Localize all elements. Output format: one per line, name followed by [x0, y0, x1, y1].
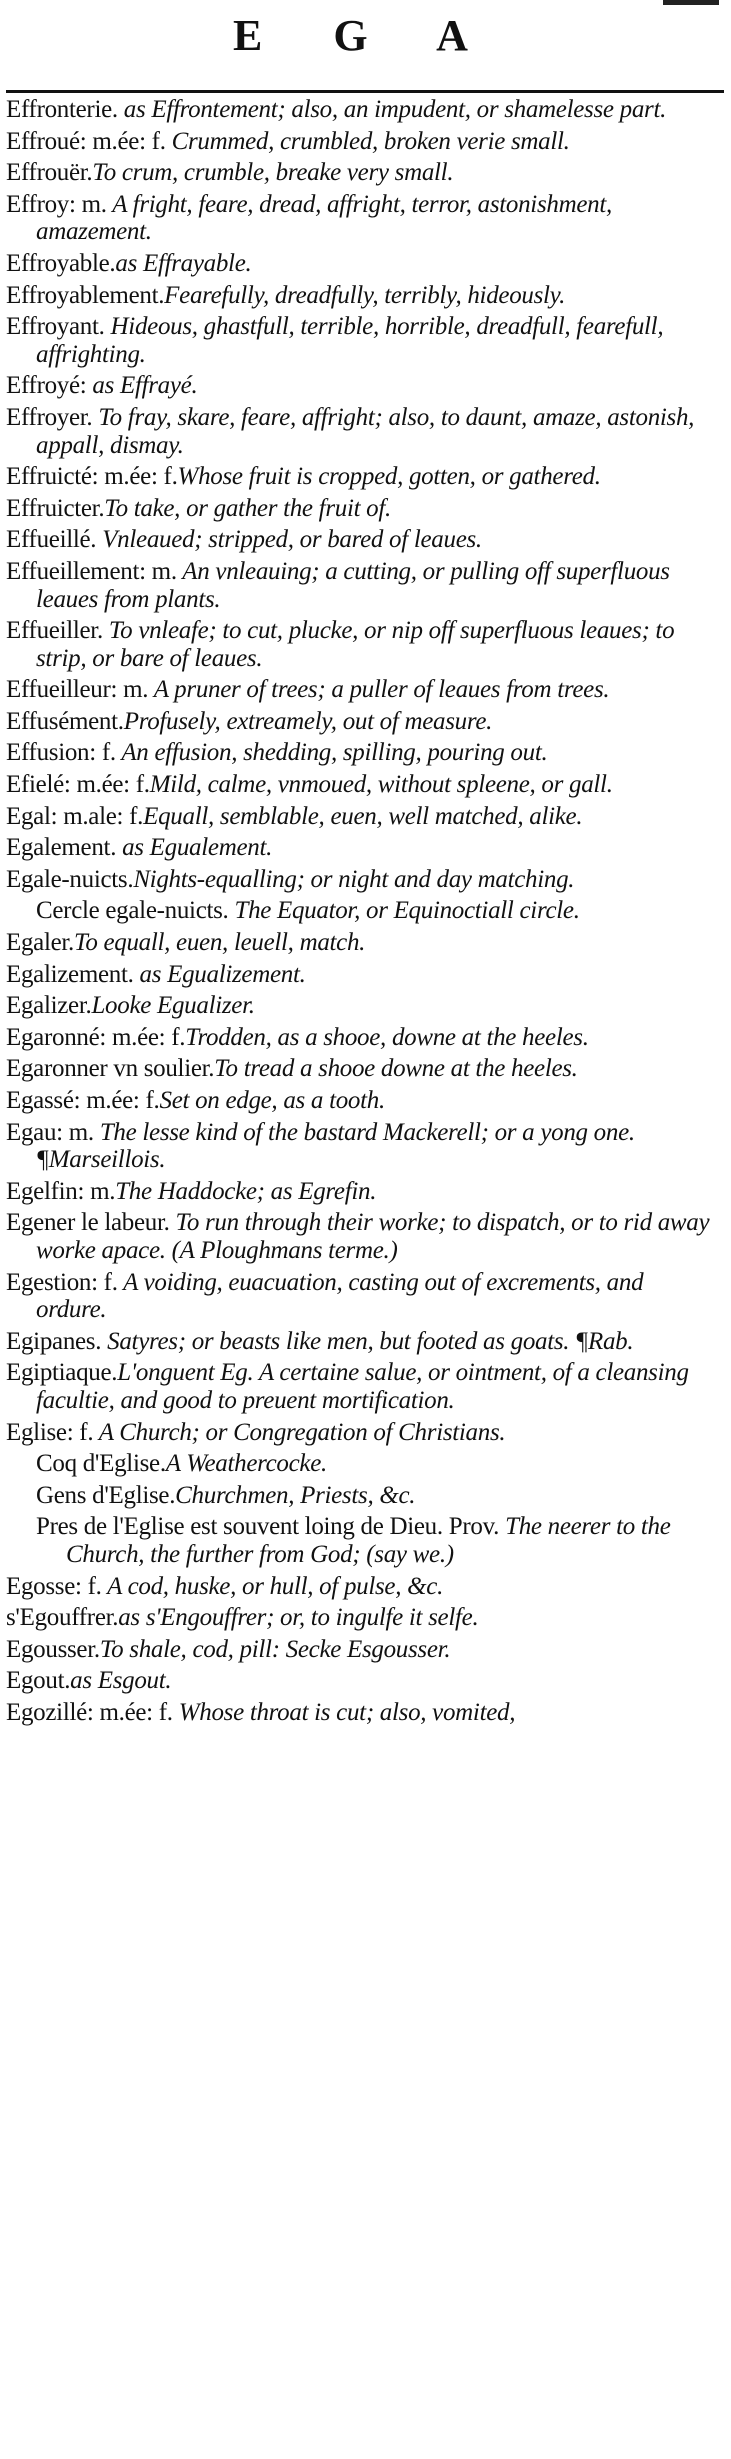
grammar-note: m.	[62, 1118, 94, 1146]
grammar-note: m.	[117, 676, 149, 704]
definition: The Haddocke; as Egrefin.	[115, 1177, 377, 1205]
dictionary-entry	[6, 1024, 718, 1052]
dictionary-entry	[6, 1450, 718, 1478]
running-head: E G A	[233, 11, 498, 60]
definition: Nights-equalling; or night and day matching.	[133, 865, 575, 893]
headword: Egout.	[6, 1667, 71, 1695]
definition: as Effrayé.	[86, 372, 198, 400]
definition: as Egualement.	[116, 834, 273, 862]
headword: Egalement.	[6, 834, 117, 862]
definition: Churchmen, Priests, &c.	[175, 1481, 416, 1509]
headword: Egosse:	[6, 1572, 82, 1600]
definition: as Esgout.	[70, 1667, 172, 1695]
headword: Effronterie.	[6, 96, 118, 123]
headword: Effueillé.	[6, 526, 97, 554]
dictionary-entry	[6, 992, 718, 1020]
definition: Equall, semblable, euen, well matched, alike.	[143, 802, 583, 830]
definition: Trodden, as a shooe, downe at the heeles.	[185, 1023, 589, 1051]
definition: Satyres; or beasts like men, but footed as goats. ¶Rab.	[101, 1327, 634, 1355]
dictionary-entry	[6, 676, 718, 704]
dictionary-entry	[6, 159, 718, 187]
headword: s'Egouffrer.	[6, 1604, 119, 1632]
definition: To fray, skare, feare, affright; also, to daunt, amaze, astonish, appall, dismay.	[36, 403, 695, 459]
grammar-note: m.ée: f.	[98, 463, 178, 491]
definition: A cod, huske, or hull, of pulse, &c.	[101, 1572, 444, 1600]
headword: Eglise:	[6, 1418, 74, 1446]
dictionary-entry	[6, 250, 718, 278]
definition: as s'Engouffrer; or, to ingulfe it selfe.	[118, 1604, 479, 1632]
dictionary-entry	[6, 1359, 718, 1414]
corner-rule	[663, 0, 719, 5]
dictionary-entry	[6, 1699, 718, 1727]
dictionary-entry	[6, 372, 718, 400]
grammar-note: m.	[84, 1177, 116, 1205]
headword: Egipanes.	[6, 1327, 102, 1355]
grammar-note: f.	[97, 1268, 118, 1296]
dictionary-entry	[6, 803, 718, 831]
dictionary-entry	[6, 526, 718, 554]
headword: Egousser.	[6, 1635, 100, 1663]
dictionary-entry	[6, 1573, 718, 1601]
grammar-note: f.	[73, 1418, 94, 1446]
dictionary-entry	[6, 463, 718, 491]
headword: Egaler.	[6, 929, 75, 957]
definition: The neerer to the Church, the further from God; (say we.)	[66, 1513, 671, 1568]
dictionary-entry	[6, 128, 718, 156]
definition: Set on edge, as a tooth.	[159, 1087, 385, 1114]
dictionary-entry	[6, 558, 718, 613]
headword: Effrouër.	[6, 159, 93, 187]
dictionary-entry	[6, 961, 718, 989]
dictionary-entry	[6, 96, 718, 124]
definition: To shale, cod, pill: Secke Esgousser.	[99, 1635, 451, 1663]
headword: Effroyant.	[6, 313, 105, 341]
headword: Effusion:	[6, 739, 96, 767]
dictionary-entry	[6, 739, 718, 767]
dictionary-entry	[6, 1269, 718, 1324]
headword: Egiptiaque.	[6, 1359, 118, 1387]
headword: Effroyé:	[6, 372, 87, 400]
dictionary-entry	[6, 1087, 718, 1115]
headword: Efielé:	[6, 771, 71, 799]
definition: Profusely, extreamely, out of measure.	[123, 707, 493, 735]
definition: as Egualizement.	[133, 960, 306, 988]
headword: Egaronné:	[6, 1023, 107, 1051]
dictionary-entry	[6, 1604, 718, 1632]
grammar-note: f.	[81, 1572, 102, 1600]
grammar-note: m.ée: f.	[80, 1087, 160, 1114]
definition: Crummed, crumbled, broken verie small.	[165, 127, 570, 155]
header-rule	[6, 90, 724, 93]
definition: To run through their worke; to dispatch, or to rid away worke apace. (A Ploughmans terme.)	[36, 1209, 710, 1264]
dictionary-entry	[6, 495, 718, 523]
headword: Effruicter.	[6, 494, 105, 522]
dictionary-entry	[6, 617, 718, 672]
dictionary-entry	[6, 1119, 718, 1174]
definition: The Equator, or Equinoctiall circle.	[228, 897, 580, 925]
dictionary-entry	[6, 708, 718, 736]
headword: Effueilleur:	[6, 676, 118, 704]
definition: A pruner of trees; a puller of leaues from trees.	[148, 676, 610, 704]
definition: The lesse kind of the bastard Mackerell; or a yong one. ¶Marseillois.	[36, 1118, 635, 1174]
headword: Effroyablement.	[6, 281, 165, 309]
headword: Effroy:	[6, 190, 76, 218]
definition: To tread a shooe downe at the heeles.	[214, 1055, 578, 1083]
headword: Egalizer.	[6, 992, 92, 1020]
definition: Whose fruit is cropped, gotten, or gathered.	[177, 463, 601, 491]
dictionary-entry	[6, 1178, 718, 1206]
headword: Egozillé:	[6, 1698, 94, 1726]
definition: as Effrayable.	[115, 249, 252, 277]
definition: Hideous, ghastfull, terrible, horrible, dreadfull, fearefull, affrighting.	[36, 313, 664, 368]
headword: Effueiller.	[6, 617, 103, 645]
headword: Egassé:	[6, 1087, 81, 1114]
definition: To take, or gather the fruit of.	[104, 494, 391, 522]
dictionary-entry	[6, 1636, 718, 1664]
grammar-note: m.	[145, 557, 177, 585]
definition: An vnleauing; a cutting, or pulling off superfluous leaues from plants.	[36, 557, 670, 613]
dictionary-entry	[6, 1482, 718, 1510]
grammar-note: m.	[75, 190, 107, 218]
headword: Effusément.	[6, 707, 124, 735]
dictionary-entry	[6, 313, 718, 368]
definition: A Church; or Congregation of Christians.	[93, 1418, 506, 1446]
dictionary-entry	[6, 1667, 718, 1695]
headword: Effruicté:	[6, 463, 99, 491]
headword: Egal:	[6, 802, 58, 830]
definition: Whose throat is cut; also, vomited,	[172, 1698, 516, 1726]
grammar-note: m.ée: f.	[106, 1023, 186, 1051]
dictionary-entry	[6, 929, 718, 957]
headword: Cercle egale-nuicts.	[36, 897, 229, 925]
definition: Vnleaued; stripped, or bared of leaues.	[96, 526, 482, 554]
grammar-note: m.ée: f.	[70, 771, 150, 799]
definition: A voiding, euacuation, casting out of excrements, and ordure.	[36, 1268, 644, 1324]
grammar-note: f.	[95, 739, 116, 767]
definition: L'onguent Eg. A certaine salue, or ointment, of a cleansing facultie, and good to preuent mortification.	[36, 1359, 689, 1414]
headword: Gens d'Eglise.	[36, 1481, 176, 1509]
definition: To vnleafe; to cut, plucke, or nip off superfluous leaues; to strip, or bare of leaues.	[36, 617, 675, 672]
definition: To equall, euen, leuell, match.	[74, 929, 366, 957]
headword: Effroyer.	[6, 403, 93, 431]
headword: Egalizement.	[6, 960, 134, 988]
dictionary-entry	[6, 1419, 718, 1447]
dictionary-entry	[6, 1328, 718, 1356]
headword: Effroué:	[6, 127, 87, 155]
headword: Pres de l'Eglise est souvent loing de Dieu.	[36, 1513, 443, 1541]
dictionary-entry	[6, 1209, 718, 1264]
definition: Mild, calme, vnmoued, without spleene, or gall.	[149, 771, 613, 799]
dictionary-entry	[6, 771, 718, 799]
dictionary-entry	[6, 866, 718, 894]
dictionary-entry	[6, 282, 718, 310]
headword: Coq d'Eglise.	[36, 1450, 166, 1478]
grammar-note: m.ée: f.	[86, 127, 166, 155]
definition: Looke Egualizer.	[91, 992, 255, 1020]
dictionary-entries	[6, 96, 718, 1730]
headword: Egestion:	[6, 1268, 98, 1296]
headword: Egale-nuicts.	[6, 865, 134, 893]
dictionary-entry	[6, 404, 718, 459]
dictionary-entry	[6, 1055, 718, 1083]
dictionary-entry	[6, 834, 718, 862]
headword: Egelfin:	[6, 1177, 85, 1205]
headword: Effueillement:	[6, 557, 146, 585]
dictionary-entry	[6, 191, 718, 246]
headword: Effroyable.	[6, 249, 116, 277]
definition: Fearefully, dreadfully, terribly, hideously.	[164, 281, 566, 309]
headword: Egau:	[6, 1118, 63, 1146]
dictionary-entry	[6, 897, 718, 925]
grammar-note: Prov.	[442, 1513, 500, 1541]
definition: as Effrontement; also, an impudent, or shamelesse part.	[117, 96, 667, 123]
definition: A Weathercocke.	[165, 1450, 327, 1478]
grammar-note: m.ée: f.	[93, 1698, 173, 1726]
definition: A fright, feare, dread, affright, terror, astonishment, amazement.	[36, 190, 612, 246]
definition: To crum, crumble, breake very small.	[92, 159, 454, 187]
grammar-note: m.ale: f.	[57, 802, 144, 830]
headword: Egener le labeur.	[6, 1209, 170, 1237]
dictionary-entry	[6, 1513, 718, 1568]
definition: An effusion, shedding, spilling, pouring out.	[115, 739, 548, 767]
headword: Egaronner vn soulier.	[6, 1055, 215, 1083]
